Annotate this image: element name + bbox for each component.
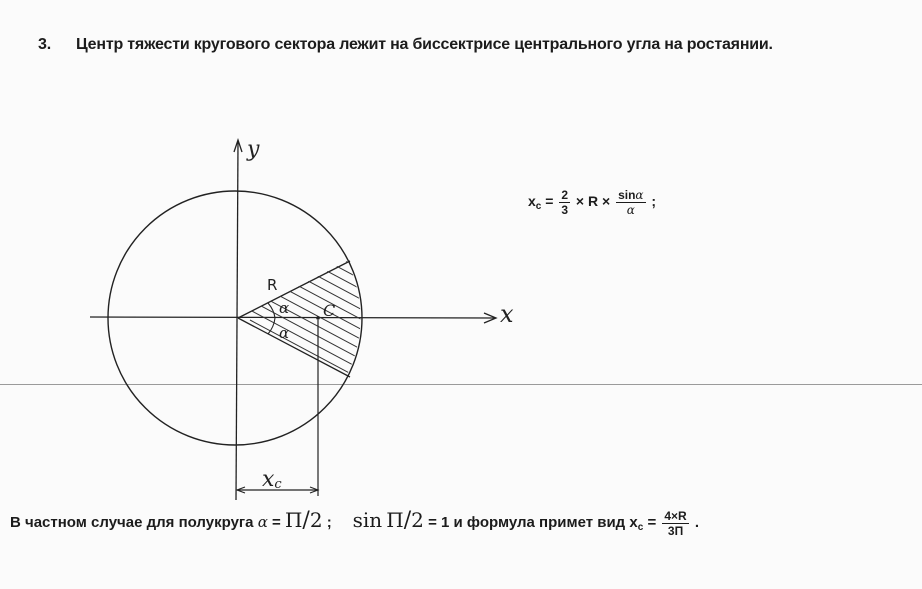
formula-fraction-two-thirds: [559, 188, 570, 217]
two-2: 2: [411, 508, 424, 532]
pi-2: Π: [386, 508, 404, 532]
semicircle-eq: =: [272, 514, 281, 531]
sin-numerator: [616, 188, 645, 203]
centroid-label: C: [323, 301, 336, 320]
xc-label: [262, 467, 282, 492]
y-axis-label: y: [247, 137, 260, 162]
formula-conclusion: = 1 и формула примет вид: [428, 514, 626, 531]
heading-number: 3.: [38, 36, 51, 53]
sector-radius-lower: [238, 318, 350, 377]
semicircle-fraction: [662, 509, 688, 538]
formula-fraction-sin: [616, 188, 645, 217]
fraction-denominator: 3: [561, 203, 569, 217]
two-1: 2: [309, 508, 323, 532]
slash-2: /: [403, 508, 412, 533]
slash-1: /: [302, 508, 310, 533]
y-axis: [236, 142, 238, 500]
semicircle-denominator: 3П: [667, 523, 684, 538]
formula-x: x: [528, 193, 536, 210]
semicircle-eq-2: =: [647, 514, 657, 531]
radius-label: R: [267, 276, 278, 294]
formula-times-1: ×: [575, 193, 585, 210]
formula-eq: =: [545, 193, 554, 210]
formula-end: ;: [651, 193, 657, 210]
sin-word-2: sin: [352, 508, 383, 532]
semicircle-end: .: [694, 514, 700, 531]
sin-denominator: α: [626, 203, 635, 217]
semicircle-intro: В частном случае для полукруга: [10, 514, 254, 531]
x-axis: [90, 317, 495, 318]
heading-text: Центр тяжести кругового сектора лежит на биссектрисе центрального угла на ростаянии.: [76, 36, 773, 53]
semicircle-case-text: [10, 508, 699, 538]
semicircle-numerator: 4×R: [664, 508, 687, 523]
formula-r: R: [587, 193, 599, 210]
centroid-formula: [528, 188, 656, 217]
sin-alpha: α: [635, 188, 644, 202]
formula-x-sub: c: [535, 201, 542, 213]
semicolon: ;: [326, 514, 332, 531]
xc-label-x: x: [262, 467, 275, 492]
semicircle-alpha: α: [257, 513, 268, 531]
semicircle-x-sub: c: [637, 522, 644, 533]
alpha-lower-label: α: [279, 324, 290, 342]
centroid-point: [316, 316, 320, 320]
pi-1: Π: [284, 508, 303, 532]
sin-word: sin: [618, 188, 636, 202]
fraction-numerator: 2: [561, 188, 569, 202]
alpha-upper-label: α: [279, 299, 290, 317]
formula-times-2: ×: [602, 193, 611, 210]
semicircle-x: x: [629, 514, 638, 531]
x-axis-label: x: [500, 300, 514, 328]
xc-label-sub: c: [274, 477, 282, 492]
